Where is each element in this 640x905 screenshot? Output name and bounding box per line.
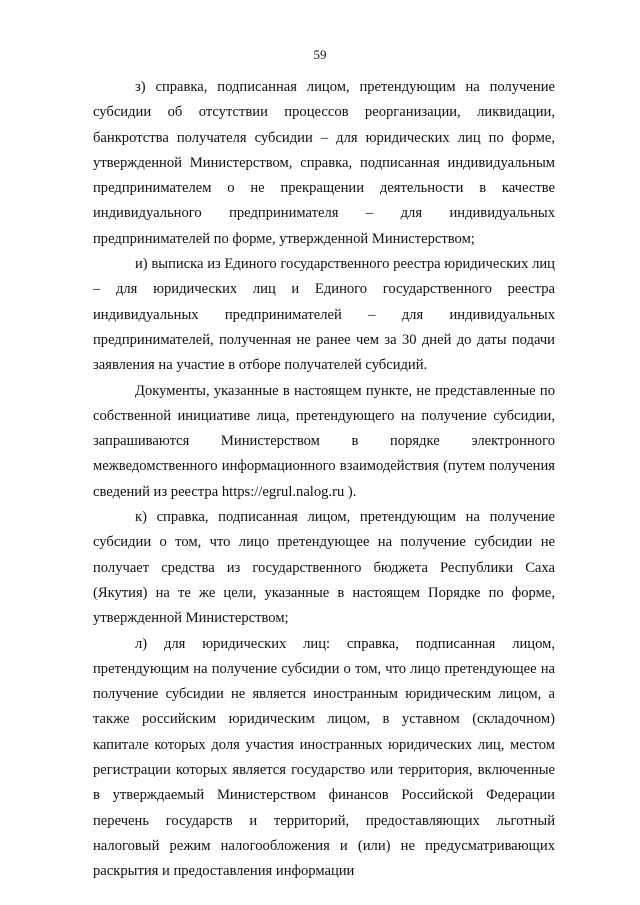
paragraph-interagency-request: Документы, указанные в настоящем пункте, не представленные по собственной инициативе лица, претендующего на получение субсидии, запрашиваются Министерством в порядке электронного межведомственного информационного взаимодействия (путем получения сведений из реестра https://egrul.nalog.ru ). [93, 382, 555, 500]
paragraph-i-registry-extract: и) выписка из Единого государственного реестра юридических лиц – для юридических лиц и Единого государственного реестра индивидуальных предпринимателей – для индивидуальных предпринимателей, полученная не ранее чем за 30 дней до даты подачи заявления на участие в отборе получателей субсидий. [93, 256, 555, 374]
paragraph-z-certificate-no-reorganization: з) справка, подписанная лицом, претендующим на получение субсидии об отсутствии процессов реорганизации, ликвидации, банкротства получателя субсидии – для юридических лиц по форме, утвержденной Министерством, справка, подписанная индивидуальным предпринимателем о не прекращении деятельности в качестве индивидуального предпринимателя – для индивидуальных предпринимателей по форме, утвержденной Министерством; [93, 79, 555, 247]
page-number: 59 [313, 47, 327, 62]
page-body [93, 75, 555, 885]
paragraph-l-certificate-not-foreign-entity: л) для юридических лиц: справка, подписанная лицом, претендующим на получение субсидии о том, что лицо претендующее на получение субсидии не является иностранным юридическим лицом, а также российским юридическим лицом, в уставном (складочном) капитале которых доля участия иностранных юридических лиц, местом регистрации которых является государство или территория, включенные в утверждаемый Министерством финансов Российской Федерации перечень государств и территорий, предоставляющих льготный налоговый режим налогообложения и (или) не предусматривающих раскрытия и предоставления информации [93, 635, 555, 880]
paragraph-k-certificate-no-budget-funds: к) справка, подписанная лицом, претендующим на получение субсидии о том, что лицо претендующее на получение субсидии не получает средства из государственного бюджета Республики Саха (Якутия) на те же цели, указанные в настоящем Порядке по форме, утвержденной Министерством; [93, 509, 555, 627]
